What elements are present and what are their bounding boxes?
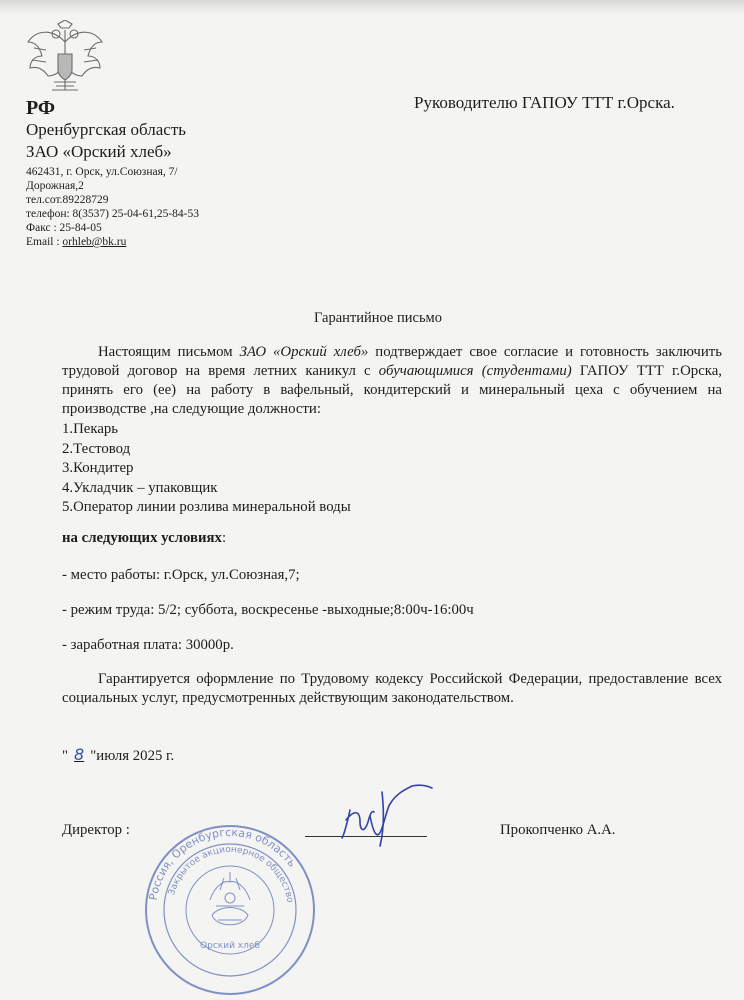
list-item: 1.Пекарь xyxy=(62,421,119,437)
document-date xyxy=(62,745,174,765)
stamp-outer-text: Россия, Оренбургская область xyxy=(146,825,299,902)
positions-list xyxy=(62,420,351,518)
intro-students: обучающимися (студентами) xyxy=(378,363,572,379)
date-open-quote: " xyxy=(62,748,69,764)
date-rest: "июля 2025 г. xyxy=(90,748,175,764)
coat-of-arms-icon xyxy=(22,20,108,98)
mobile-phone: тел.сот.89228729 xyxy=(26,194,109,206)
guarantee-paragraph: Гарантируется оформление по Трудовому кодексу Российской Федерации, предоставление всех социальных услуг, предусмотренных действующим законодательством. xyxy=(62,671,722,706)
list-item: 4.Укладчик – упаковщик xyxy=(62,479,218,496)
fax-number: Факс : 25-84-05 xyxy=(26,222,102,234)
intro-part-2: подтверждает свое согласие и готовность заключить трудовой договор на время летних каникул с xyxy=(62,344,722,379)
list-item: 2.Тестовод xyxy=(62,440,131,457)
address-line-1: 462431, г. Орск, ул.Союзная, 7/ xyxy=(26,166,178,178)
list-item: 5.Оператор линии розлива минеральной воды xyxy=(62,499,351,515)
company-seal-stamp xyxy=(140,820,320,1000)
address-line-2: Дорожная,2 xyxy=(26,180,84,192)
intro-part-3: ГАПОУ ТТТ г.Орска, принять его (ее) на работу в вафельный, кондитерский и минеральный цеха с обучением на производстве ,на следующие должности: xyxy=(62,363,722,417)
director-role: Директор : xyxy=(62,822,130,838)
stamp-inner-text: Закрытое акционерное общество xyxy=(167,844,295,904)
intro-paragraph xyxy=(62,343,722,419)
recipient: Руководителю ГАПОУ ТТТ г.Орска. xyxy=(414,93,675,112)
document-title: Гарантийное письмо xyxy=(313,310,442,326)
office-phone: телефон: 8(3537) 25-04-61,25-84-53 xyxy=(26,208,200,220)
intro-company: ЗАО «Орский хлеб» xyxy=(239,344,369,360)
email-label: Email : xyxy=(26,236,63,248)
intro-part-1: Настоящим письмом xyxy=(98,344,240,360)
scan-edge-shadow xyxy=(0,0,744,14)
conditions-heading-text: на следующих условиях xyxy=(62,530,222,546)
company-name: ЗАО «Орский хлеб» xyxy=(26,142,172,161)
date-day-handwritten: 8 xyxy=(74,745,85,764)
email-link[interactable]: orhleb@bk.ru xyxy=(62,236,127,248)
conditions-heading-colon: : xyxy=(221,530,227,546)
condition-schedule: - режим труда: 5/2; суббота, воскресенье -выходные;8:00ч-16:00ч xyxy=(62,602,474,618)
country-label: РФ xyxy=(26,97,56,119)
handwritten-signature xyxy=(320,780,450,850)
region-label: Оренбургская область xyxy=(26,120,187,139)
conditions-heading xyxy=(62,530,226,547)
list-item: 3.Кондитер xyxy=(62,460,134,476)
condition-place: - место работы: г.Орск, ул.Союзная,7; xyxy=(62,567,300,583)
director-name: Прокопченко А.А. xyxy=(500,822,616,838)
condition-salary: - заработная плата: 30000р. xyxy=(62,637,234,653)
email-line xyxy=(26,235,126,249)
stamp-company-text: Орский хлеб xyxy=(200,941,260,951)
